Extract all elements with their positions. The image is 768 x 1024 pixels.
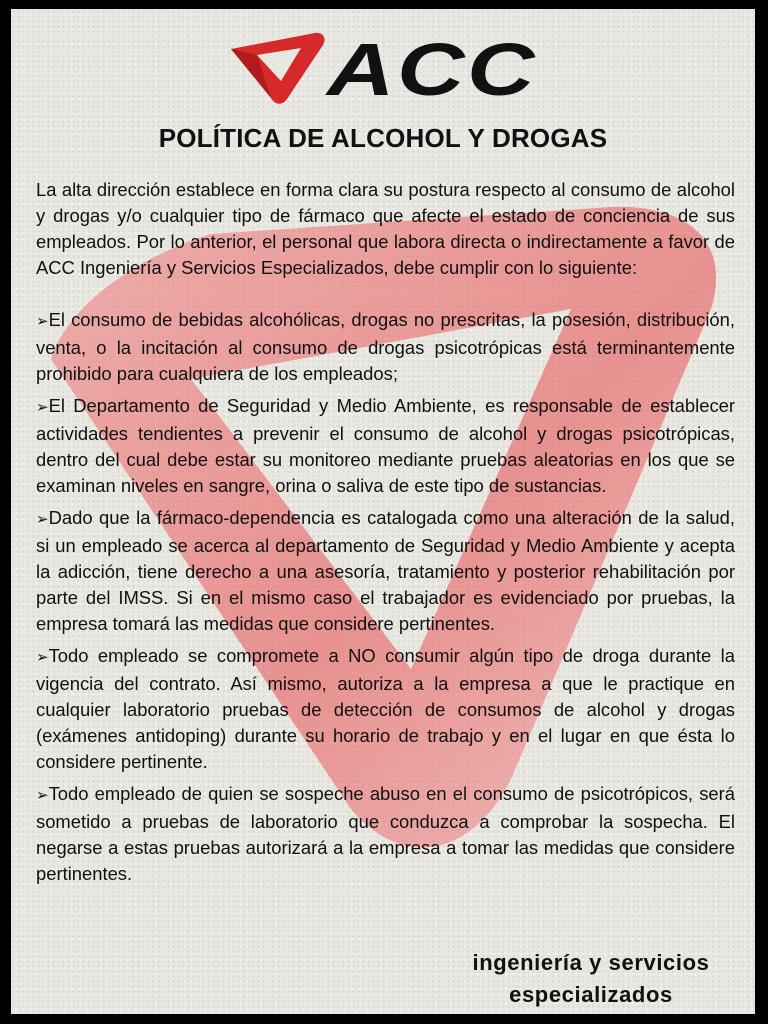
policy-item-1 [36,307,735,387]
policy-body [36,177,735,893]
policy-item-text: El consumo de bebidas alcohólicas, drogas no prescritas, la posesión, distribución, venta, o la incitación al consumo de drogas psicotrópicas está terminantemente prohibido para cualquiera de los empleados; [36,309,735,384]
company-tagline [431,947,751,1011]
arrow-bullet-icon: ➢ [36,649,49,666]
policy-item-text: El Departamento de Seguridad y Medio Ambiente, es responsable de establecer actividades tendientes a prevenir el consumo de alcohol y drogas psicotrópicas, dentro del cual debe estar su monitoreo mediante pruebas aleatorias en los que se examinan niveles en sangre, orina o saliva de este tipo de sustancias. [36,395,735,496]
tagline-line-2: especializados [509,982,673,1007]
acc-logo [223,19,543,107]
intro-paragraph: La alta dirección establece en forma clara su postura respecto al consumo de alcohol y drogas y/o cualquier tipo de fármaco que afecte el estado de conciencia de sus empleados. Por lo anterior, el personal que labora directa o indirectamente a favor de ACC Ingeniería y Servicios Especializados, debe cumplir con lo siguiente: [36,179,735,278]
policy-item-5 [36,781,735,887]
tagline-line-1: ingeniería y servicios [472,950,710,975]
policy-item-text: Todo empleado se compromete a NO consumir algún tipo de droga durante la vigencia del contrato. Así mismo, autoriza a la empresa a que le practique en cualquier laboratorio pruebas de detección de consumos de alcohol y drogas (exámenes antidoping) durante su horario de trabajo y en el lugar en que ésta lo considere pertinente. [36,645,735,772]
arrow-bullet-icon: ➢ [36,511,49,528]
logo-text: ACC [324,28,537,107]
logo-mark-icon [231,33,325,104]
policy-item-4 [36,643,735,775]
arrow-bullet-icon: ➢ [36,313,49,330]
policy-item-2 [36,393,735,499]
policy-item-text: Todo empleado de quien se sospeche abuso en el consumo de psicotrópicos, será sometido a pruebas de laboratorio que conduzca a comprobar la sospecha. El negarse a estas pruebas autorizará a la empresa a tomar las medidas que considere pertinentes. [36,783,735,884]
arrow-bullet-icon: ➢ [36,399,49,416]
arrow-bullet-icon: ➢ [36,787,49,804]
page-title: POLÍTICA DE ALCOHOL Y DROGAS [158,123,608,153]
policy-poster [11,9,755,1014]
policy-item-3 [36,505,735,637]
policy-item-text: Dado que la fármaco-dependencia es catalogada como una alteración de la salud, si un empleado se acerca al departamento de Seguridad y Medio Ambiente y acepta la adicción, tiene derecho a una asesoría, tratamiento y posterior rehabilitación por parte del IMSS. Si en el mismo caso el trabajador es evidenciado por pruebas, la empresa tomará las medidas que considere pertinentes. [36,507,735,634]
